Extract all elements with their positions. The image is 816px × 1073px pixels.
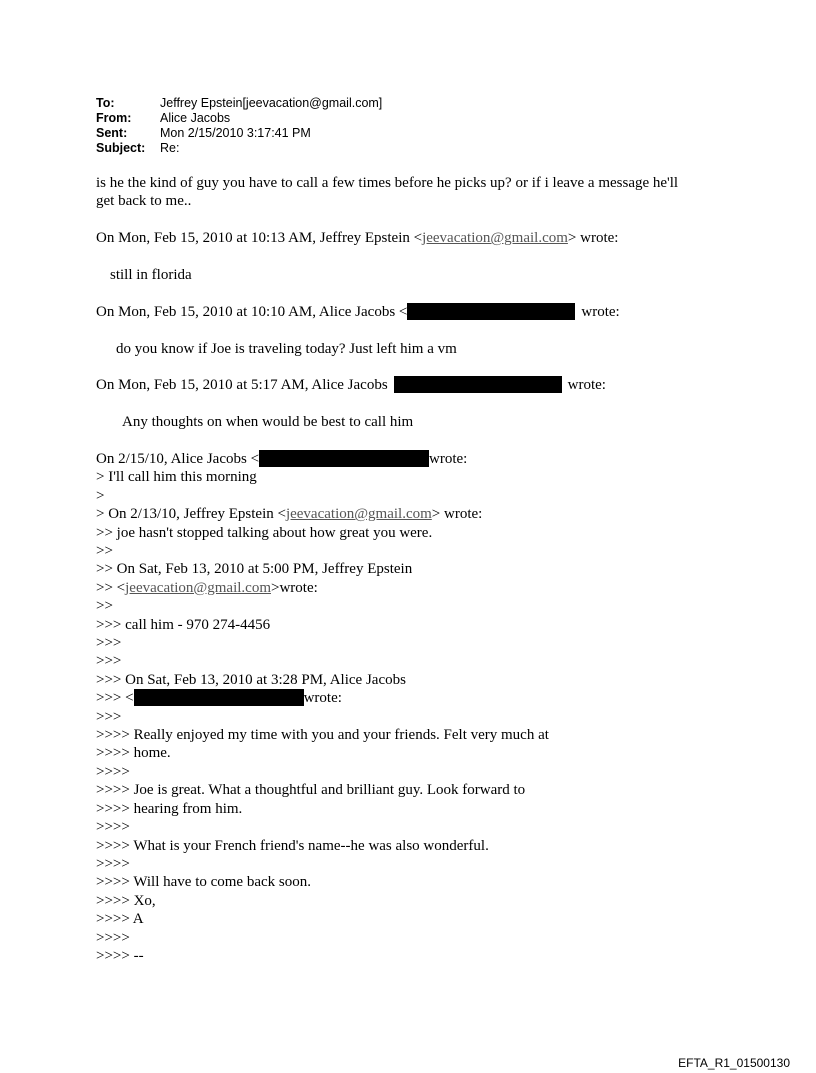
quote-header-text: wrote: [429,450,468,467]
quoted-line: >>>> Really enjoyed my time with you and your friends. Felt very much at [96,727,549,744]
from-label: From: [96,111,132,125]
quoted-line: >>>> A [96,911,144,928]
quote-header [96,229,736,247]
to-label: To: [96,96,115,110]
quote-header [96,376,736,394]
quoted-line [96,689,736,707]
redaction-bar [259,450,429,467]
quoted-line: >>> [96,635,122,652]
quoted-line: >>>> Joe is great. What a thoughtful and brilliant guy. Look forward to [96,782,526,799]
reply-line: get back to me.. [96,193,192,210]
quote-header-text: wrote: [581,303,620,320]
quoted-line: >>>> home. [96,745,171,762]
quoted-line: >> On Sat, Feb 13, 2010 at 5:00 PM, Jeffrey Epstein [96,561,413,578]
quote-header [96,303,736,321]
quoted-text: >>> < [96,690,134,707]
to-row [96,96,382,111]
quoted-line: >>> call him - 970 274-4456 [96,616,271,633]
quoted-line: >> joe hasn't stopped talking about how great you were. [96,524,433,541]
quoted-line: >>>> -- [96,947,144,964]
email-link[interactable]: jeevacation@gmail.com [285,506,432,523]
quoted-line: >> [96,543,113,560]
quoted-text: wrote: [303,690,342,707]
subject-value: Re: [160,141,180,155]
quote-header-text: On Mon, Feb 15, 2010 at 10:13 AM, Jeffrey Epstein < [96,230,423,247]
quoted-line [96,579,736,597]
quote-header-text: On 2/15/10, Alice Jacobs < [96,450,260,467]
sent-value: Mon 2/15/2010 3:17:41 PM [160,126,311,140]
quote-header-text: On Mon, Feb 15, 2010 at 10:10 AM, Alice Jacobs < [96,303,408,320]
quoted-line: >>> [96,653,122,670]
reply-text [96,174,736,211]
quoted-line: > [96,487,105,504]
quote-header-text: wrote: [567,377,606,394]
quote-body: do you know if Joe is traveling today? Just left him a vm [116,340,457,357]
redaction-bar [407,303,575,320]
quoted-line: >> [96,598,113,615]
email-link[interactable]: jeevacation@gmail.com [422,230,568,247]
from-row [96,111,382,126]
quoted-line: >>>> hearing from him. [96,800,243,817]
quoted-line: >>>> [96,819,130,836]
quote-header-text: On Mon, Feb 15, 2010 at 5:17 AM, Alice Jacobs [96,377,388,394]
email-link[interactable]: jeevacation@gmail.com [125,579,271,596]
to-value: Jeffrey Epstein[jeevacation@gmail.com] [160,96,383,110]
quoted-line [96,505,736,523]
quoted-line: >>> On Sat, Feb 13, 2010 at 3:28 PM, Alice Jacobs [96,671,406,688]
quoted-line: >>>> What is your French friend's name--he was also wonderful. [96,837,489,854]
subject-label: Subject: [96,141,146,155]
quote-header-text: > wrote: [567,230,619,247]
email-header [96,96,382,156]
quoted-line: >>>> Xo, [96,892,156,909]
subject-row [96,141,382,156]
quoted-line: >>>> [96,855,130,872]
quote-header [96,450,736,468]
quote-body: Any thoughts on when would be best to call him [122,414,414,431]
from-value: Alice Jacobs [160,111,231,125]
quoted-text: >wrote: [270,579,318,596]
redaction-bar [134,689,304,706]
quote-body: still in florida [110,267,192,283]
sent-label: Sent: [96,126,128,140]
quoted-line: >>> [96,708,122,725]
reply-line: is he the kind of guy you have to call a few times before he picks up? or if i leave a message he'll [96,175,679,191]
quoted-text: > On 2/13/10, Jeffrey Epstein < [96,506,286,523]
quoted-text: > wrote: [431,506,483,523]
sent-row [96,126,382,141]
redaction-bar [394,376,562,393]
quoted-line: >>>> [96,929,130,946]
quoted-line: >>>> [96,763,130,780]
quoted-line: > I'll call him this morning [96,469,257,486]
quoted-text: >> < [96,579,126,596]
email-body [96,174,736,965]
quoted-line: >>>> Will have to come back soon. [96,874,311,891]
document-id: EFTA_R1_01500130 [678,1056,790,1070]
